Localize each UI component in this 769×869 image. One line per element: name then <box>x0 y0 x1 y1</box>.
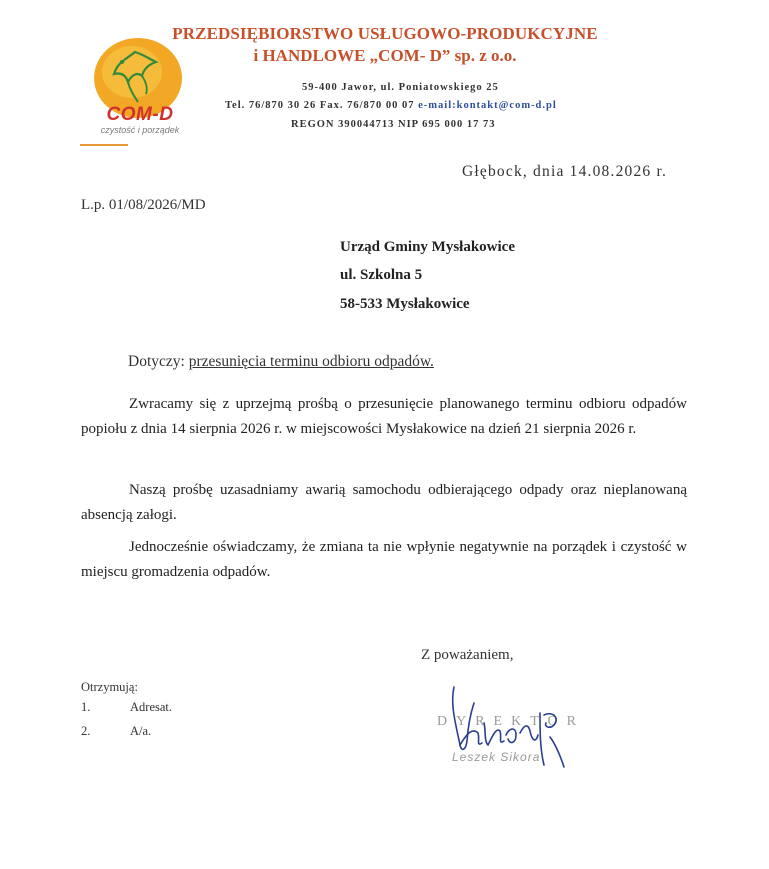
distribution-item: A/a. <box>130 724 152 738</box>
company-name-line2: i HANDLOWE „COM- D” sp. z o.o. <box>253 46 517 65</box>
company-address: 59-400 Jawor, ul. Poniatowskiego 25 <box>302 82 499 93</box>
closing-phrase: Z poważaniem, <box>421 647 514 663</box>
email-link[interactable]: kontakt@com-d.pl <box>456 100 557 111</box>
subject-label: Dotyczy: <box>128 353 185 370</box>
subject-line <box>128 353 434 371</box>
distribution-number: 2. <box>81 724 91 738</box>
company-contact <box>225 100 557 111</box>
logo-wordmark: COM-D <box>106 104 174 125</box>
body-paragraph-3: Jednocześnie oświadczamy, że zmiana ta nie wpłynie negatywnie na porządek i czystość w miejscu gromadzenia odpadów. <box>81 539 687 580</box>
subject-text: przesunięcia terminu odbioru odpadów. <box>188 353 434 370</box>
recipient-city: 58-533 Mysłakowice <box>340 296 470 312</box>
body-paragraph-2: Naszą prośbę uzasadniamy awarią samochodu odbierającego odpady oraz nieplanowaną absencją załogi. <box>81 482 687 523</box>
reference-number: L.p. 01/08/2026/MD <box>81 197 206 213</box>
logo-tagline: czystość i porządek <box>100 125 180 135</box>
phone-fax: Tel. 76/870 30 26 Fax. 76/870 00 07 <box>225 100 415 111</box>
recipient-street: ul. Szkolna 5 <box>340 267 423 283</box>
body-paragraph-1: Zwracamy się z uprzejmą prośbą o przesunięcie planowanego terminu odbioru odpadów popiołu z dnia 14 sierpnia 2026 r. w miejscowości Mysłakowice na dzień 21 sierpnia 2026 r. <box>81 396 687 437</box>
distribution-number: 1. <box>81 700 91 714</box>
stamp-title: DYREKTOR <box>437 714 585 729</box>
place-date: Głębock, dnia 14.08.2026 r. <box>462 163 668 180</box>
recipient-name: Urząd Gminy Mysłakowice <box>340 239 515 255</box>
company-name-line1: PRZEDSIĘBIORSTWO USŁUGOWO-PRODUKCYJNE <box>172 24 598 43</box>
company-ids: REGON 390044713 NIP 695 000 17 73 <box>291 119 496 130</box>
logo-underline <box>80 144 128 146</box>
distribution-title: Otrzymują: <box>81 680 138 694</box>
stamp-name: Leszek Sikora <box>452 750 541 764</box>
signature-icon <box>440 675 580 775</box>
email-label: e-mail: <box>418 100 457 111</box>
distribution-item: Adresat. <box>130 700 172 714</box>
